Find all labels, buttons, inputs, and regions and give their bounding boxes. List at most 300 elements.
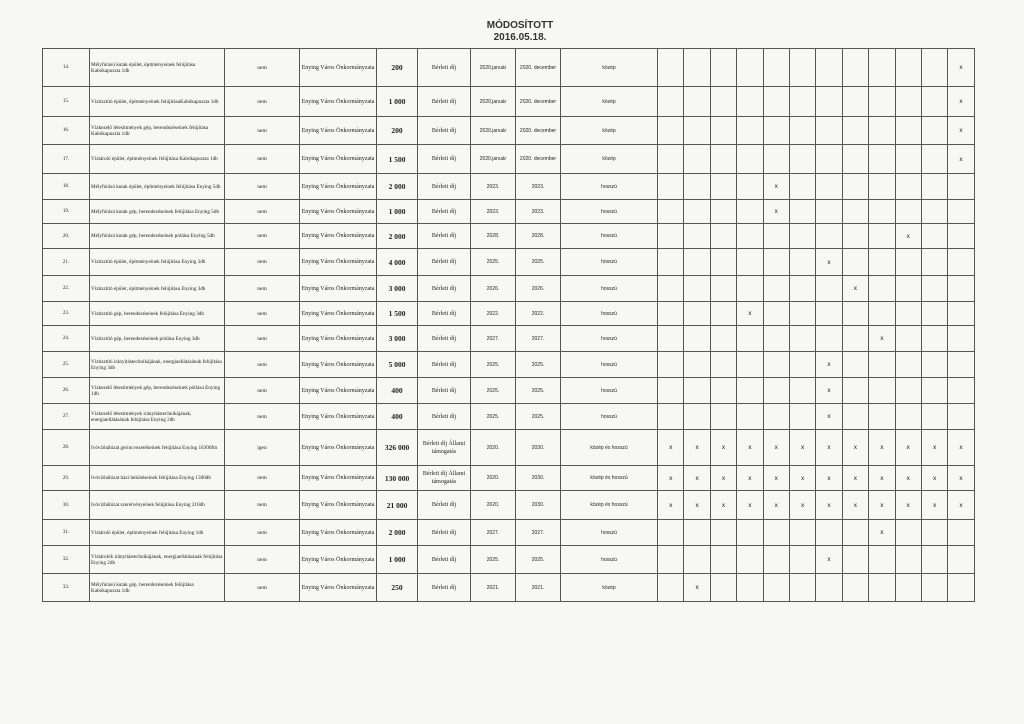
year-mark-cell: x: [921, 430, 947, 466]
row-description: Ivóvízhálózat házi bekötéseinek felújítása Enying 1300db: [90, 466, 225, 491]
table-row: [43, 249, 975, 276]
row-start: 2023.: [471, 200, 516, 224]
year-mark-cell: x: [948, 145, 974, 174]
year-mark-cell: [948, 378, 974, 404]
row-start: 2020.: [471, 430, 516, 466]
year-mark-cell: [684, 546, 710, 574]
row-amount: 130 000: [377, 466, 418, 491]
year-mark-cell: [895, 145, 921, 174]
row-end: 2020. december: [516, 145, 561, 174]
row-flag: nem: [225, 249, 300, 276]
year-mark-cell: x: [737, 430, 763, 466]
row-start: 2020.január: [471, 145, 516, 174]
row-owner: Enying Város Önkormányzata: [300, 224, 377, 249]
table-row: [43, 145, 975, 174]
table-row: [43, 378, 975, 404]
table-row: [43, 466, 975, 491]
year-mark-cell: [948, 174, 974, 200]
row-number: 15.: [43, 87, 90, 117]
year-mark-cell: [710, 326, 736, 352]
row-amount: 3 000: [377, 326, 418, 352]
year-mark-cell: [684, 117, 710, 145]
year-mark-cell: [737, 546, 763, 574]
year-mark-cell: [763, 87, 789, 117]
row-description: Vízkezelő létesítmények gép, berendezéseinek felújítása Kabókapuszta 1db: [90, 117, 225, 145]
year-mark-cell: x: [710, 466, 736, 491]
row-number: 24.: [43, 326, 90, 352]
year-mark-cell: [789, 520, 815, 546]
year-mark-cell: [895, 200, 921, 224]
year-mark-cell: x: [789, 466, 815, 491]
row-end: 2027.: [516, 520, 561, 546]
table-row: [43, 276, 975, 302]
year-mark-cell: [895, 546, 921, 574]
year-mark-cell: [737, 520, 763, 546]
row-flag: nem: [225, 174, 300, 200]
year-mark-cell: [684, 520, 710, 546]
year-mark-cell: [921, 49, 947, 87]
year-mark-cell: [710, 378, 736, 404]
row-amount: 3 000: [377, 276, 418, 302]
year-mark-cell: x: [789, 491, 815, 520]
row-term: hosszú: [561, 404, 658, 430]
row-term: hosszú: [561, 352, 658, 378]
row-end: 2025.: [516, 249, 561, 276]
year-mark-cell: [948, 200, 974, 224]
year-mark-cell: [763, 117, 789, 145]
year-mark-cell: x: [895, 466, 921, 491]
row-funding-type: Bérleti díj Állami támogatás: [418, 430, 471, 466]
year-mark-cell: [710, 87, 736, 117]
year-mark-cell: [789, 352, 815, 378]
year-mark-cell: [842, 145, 868, 174]
row-number: 32.: [43, 546, 90, 574]
row-funding-type: Bérleti díj: [418, 491, 471, 520]
row-amount: 2 000: [377, 520, 418, 546]
row-term: közép: [561, 145, 658, 174]
year-mark-cell: [842, 378, 868, 404]
row-owner: Enying Város Önkormányzata: [300, 326, 377, 352]
row-number: 14.: [43, 49, 90, 87]
year-mark-cell: [658, 352, 684, 378]
row-funding-type: Bérleti díj: [418, 378, 471, 404]
modified-date: 2016.05.18.: [493, 32, 547, 43]
row-amount: 1 500: [377, 302, 418, 326]
year-mark-cell: x: [842, 466, 868, 491]
year-mark-cell: x: [789, 430, 815, 466]
year-mark-cell: [895, 87, 921, 117]
year-mark-cell: [684, 200, 710, 224]
row-description: Víztisztító épület, építményeinek felújítása Enying 3db: [90, 249, 225, 276]
year-mark-cell: [816, 87, 842, 117]
year-mark-cell: [763, 145, 789, 174]
year-mark-cell: [921, 326, 947, 352]
year-mark-cell: [789, 302, 815, 326]
year-mark-cell: x: [816, 466, 842, 491]
row-end: 2025.: [516, 378, 561, 404]
row-flag: nem: [225, 87, 300, 117]
year-mark-cell: [789, 49, 815, 87]
row-owner: Enying Város Önkormányzata: [300, 174, 377, 200]
row-flag: nem: [225, 466, 300, 491]
year-mark-cell: [842, 352, 868, 378]
year-mark-cell: [658, 117, 684, 145]
year-mark-cell: [763, 224, 789, 249]
year-mark-cell: [658, 326, 684, 352]
row-number: 30.: [43, 491, 90, 520]
row-number: 25.: [43, 352, 90, 378]
year-mark-cell: [710, 574, 736, 602]
row-term: közép: [561, 87, 658, 117]
year-mark-cell: [816, 49, 842, 87]
year-mark-cell: x: [658, 430, 684, 466]
year-mark-cell: [737, 117, 763, 145]
year-mark-cell: x: [684, 574, 710, 602]
row-flag: nem: [225, 491, 300, 520]
year-mark-cell: [789, 574, 815, 602]
row-flag: nem: [225, 520, 300, 546]
row-flag: nem: [225, 276, 300, 302]
year-mark-cell: [789, 249, 815, 276]
year-mark-cell: [948, 326, 974, 352]
row-funding-type: Bérleti díj: [418, 546, 471, 574]
row-amount: 326 000: [377, 430, 418, 466]
row-flag: nem: [225, 117, 300, 145]
year-mark-cell: [789, 404, 815, 430]
row-description: Mélyfúrású kutak gép, berendezéseinek felújítása Kabókapuszta 1db: [90, 574, 225, 602]
year-mark-cell: x: [763, 430, 789, 466]
year-mark-cell: [869, 352, 895, 378]
year-mark-cell: [737, 404, 763, 430]
year-mark-cell: [921, 352, 947, 378]
year-mark-cell: x: [895, 491, 921, 520]
row-end: 2026.: [516, 276, 561, 302]
year-mark-cell: x: [658, 491, 684, 520]
row-start: 2025.: [471, 404, 516, 430]
row-end: 2020. december: [516, 117, 561, 145]
year-mark-cell: x: [816, 430, 842, 466]
row-number: 22.: [43, 276, 90, 302]
row-amount: 1 000: [377, 546, 418, 574]
row-flag: nem: [225, 224, 300, 249]
year-mark-cell: [921, 224, 947, 249]
year-mark-cell: [684, 224, 710, 249]
row-end: 2020. december: [516, 49, 561, 87]
year-mark-cell: [842, 520, 868, 546]
year-mark-cell: [895, 249, 921, 276]
row-number: 27.: [43, 404, 90, 430]
row-owner: Enying Város Önkormányzata: [300, 49, 377, 87]
year-mark-cell: [816, 117, 842, 145]
year-mark-cell: [921, 574, 947, 602]
year-mark-cell: [895, 404, 921, 430]
year-mark-cell: x: [658, 466, 684, 491]
year-mark-cell: [684, 49, 710, 87]
row-description: Víztisztító gép, berendezéseinek pótlása Enying 3db: [90, 326, 225, 352]
row-amount: 21 000: [377, 491, 418, 520]
year-mark-cell: x: [684, 491, 710, 520]
year-mark-cell: [895, 49, 921, 87]
year-mark-cell: [842, 326, 868, 352]
year-mark-cell: [921, 145, 947, 174]
row-number: 19.: [43, 200, 90, 224]
year-mark-cell: [816, 200, 842, 224]
year-mark-cell: [658, 378, 684, 404]
row-owner: Enying Város Önkormányzata: [300, 249, 377, 276]
year-mark-cell: [789, 87, 815, 117]
row-flag: nem: [225, 302, 300, 326]
year-mark-cell: [869, 574, 895, 602]
year-mark-cell: [895, 117, 921, 145]
year-mark-cell: [869, 117, 895, 145]
table-row: [43, 574, 975, 602]
year-mark-cell: [816, 302, 842, 326]
year-mark-cell: x: [763, 466, 789, 491]
year-mark-cell: x: [948, 49, 974, 87]
year-mark-cell: x: [737, 466, 763, 491]
year-mark-cell: x: [684, 430, 710, 466]
year-mark-cell: [658, 174, 684, 200]
year-mark-cell: x: [737, 491, 763, 520]
row-term: hosszú: [561, 520, 658, 546]
row-funding-type: Bérleti díj: [418, 145, 471, 174]
row-owner: Enying Város Önkormányzata: [300, 430, 377, 466]
year-mark-cell: [658, 276, 684, 302]
year-mark-cell: x: [895, 430, 921, 466]
row-term: közép: [561, 117, 658, 145]
year-mark-cell: [684, 326, 710, 352]
row-term: közép: [561, 574, 658, 602]
row-number: 17.: [43, 145, 90, 174]
year-mark-cell: x: [948, 491, 974, 520]
year-mark-cell: x: [869, 520, 895, 546]
row-end: 2030.: [516, 466, 561, 491]
year-mark-cell: [789, 200, 815, 224]
year-mark-cell: [789, 117, 815, 145]
row-description: Víztisztító gép, berendezéseinek felújítása Enying 3db: [90, 302, 225, 326]
row-description: Víztisztító épület, építményeinek felújítása Enying 3db: [90, 276, 225, 302]
row-funding-type: Bérleti díj: [418, 249, 471, 276]
year-mark-cell: [737, 276, 763, 302]
table-row: [43, 326, 975, 352]
year-mark-cell: [737, 326, 763, 352]
year-mark-cell: [763, 574, 789, 602]
row-amount: 250: [377, 574, 418, 602]
year-mark-cell: [684, 404, 710, 430]
year-mark-cell: [921, 117, 947, 145]
year-mark-cell: [869, 546, 895, 574]
row-funding-type: Bérleti díj Állami támogatás: [418, 466, 471, 491]
year-mark-cell: [684, 249, 710, 276]
year-mark-cell: [737, 224, 763, 249]
year-mark-cell: [658, 546, 684, 574]
year-mark-cell: [842, 117, 868, 145]
year-mark-cell: [869, 224, 895, 249]
row-owner: Enying Város Önkormányzata: [300, 200, 377, 224]
row-funding-type: Bérleti díj: [418, 49, 471, 87]
year-mark-cell: x: [921, 466, 947, 491]
row-amount: 1 500: [377, 145, 418, 174]
year-mark-cell: x: [816, 378, 842, 404]
year-mark-cell: [816, 276, 842, 302]
row-flag: nem: [225, 49, 300, 87]
row-funding-type: Bérleti díj: [418, 574, 471, 602]
year-mark-cell: [763, 520, 789, 546]
year-mark-cell: [816, 326, 842, 352]
row-owner: Enying Város Önkormányzata: [300, 352, 377, 378]
row-term: hosszú: [561, 224, 658, 249]
row-number: 33.: [43, 574, 90, 602]
year-mark-cell: [737, 174, 763, 200]
row-funding-type: Bérleti díj: [418, 404, 471, 430]
row-owner: Enying Város Önkormányzata: [300, 520, 377, 546]
row-amount: 400: [377, 378, 418, 404]
year-mark-cell: [869, 49, 895, 87]
row-flag: nem: [225, 326, 300, 352]
row-start: 2020.január: [471, 49, 516, 87]
year-mark-cell: [789, 546, 815, 574]
row-term: közép: [561, 49, 658, 87]
year-mark-cell: [816, 520, 842, 546]
year-mark-cell: [921, 404, 947, 430]
year-mark-cell: [789, 145, 815, 174]
row-description: Víztárolók irányítástechnikájának, energiaellátásának felújítása Enying 2db: [90, 546, 225, 574]
row-flag: nem: [225, 378, 300, 404]
year-mark-cell: [763, 546, 789, 574]
year-mark-cell: [763, 326, 789, 352]
row-term: közép és hosszú: [561, 430, 658, 466]
row-term: közép és hosszú: [561, 491, 658, 520]
row-end: 2023.: [516, 200, 561, 224]
row-description: Vízkezelő létesítmények gép, berendezéseinek pótlása Enying 1db: [90, 378, 225, 404]
row-owner: Enying Város Önkormányzata: [300, 276, 377, 302]
row-funding-type: Bérleti díj: [418, 326, 471, 352]
year-mark-cell: x: [684, 466, 710, 491]
year-mark-cell: [789, 224, 815, 249]
year-mark-cell: [789, 378, 815, 404]
row-term: hosszú: [561, 326, 658, 352]
year-mark-cell: x: [921, 491, 947, 520]
row-funding-type: Bérleti díj: [418, 200, 471, 224]
row-term: hosszú: [561, 249, 658, 276]
table-row: [43, 200, 975, 224]
year-mark-cell: x: [763, 200, 789, 224]
year-mark-cell: [658, 200, 684, 224]
year-mark-cell: [921, 249, 947, 276]
table-row: [43, 224, 975, 249]
row-start: 2025.: [471, 352, 516, 378]
modified-label: MÓDOSÍTOTT: [486, 20, 554, 31]
year-mark-cell: [684, 145, 710, 174]
row-amount: 1 000: [377, 200, 418, 224]
year-mark-cell: [789, 174, 815, 200]
row-term: hosszú: [561, 276, 658, 302]
year-mark-cell: x: [816, 546, 842, 574]
row-term: hosszú: [561, 200, 658, 224]
row-owner: Enying Város Önkormányzata: [300, 117, 377, 145]
row-start: 2020.január: [471, 87, 516, 117]
row-number: 16.: [43, 117, 90, 145]
row-start: 2021.: [471, 574, 516, 602]
row-term: hosszú: [561, 378, 658, 404]
year-mark-cell: [842, 404, 868, 430]
year-mark-cell: [710, 249, 736, 276]
row-funding-type: Bérleti díj: [418, 276, 471, 302]
year-mark-cell: [710, 546, 736, 574]
row-number: 20.: [43, 224, 90, 249]
row-owner: Enying Város Önkormányzata: [300, 404, 377, 430]
year-mark-cell: [710, 200, 736, 224]
year-mark-cell: x: [816, 491, 842, 520]
year-mark-cell: [763, 49, 789, 87]
table-row: [43, 87, 975, 117]
year-mark-cell: [921, 546, 947, 574]
year-mark-cell: [658, 574, 684, 602]
row-flag: nem: [225, 404, 300, 430]
year-mark-cell: [842, 49, 868, 87]
year-mark-cell: x: [737, 302, 763, 326]
year-mark-cell: [842, 302, 868, 326]
row-owner: Enying Város Önkormányzata: [300, 145, 377, 174]
row-description: Mélyfúrású kutak gép, berendezéseinek felújítása Enying 5db: [90, 200, 225, 224]
row-term: hosszú: [561, 302, 658, 326]
year-mark-cell: [763, 352, 789, 378]
table-row: [43, 520, 975, 546]
year-mark-cell: [816, 574, 842, 602]
year-mark-cell: [842, 574, 868, 602]
year-mark-cell: x: [842, 276, 868, 302]
year-mark-cell: [658, 520, 684, 546]
table-row: [43, 546, 975, 574]
year-mark-cell: x: [869, 430, 895, 466]
row-amount: 2 000: [377, 174, 418, 200]
row-start: 2020.: [471, 491, 516, 520]
year-mark-cell: [921, 378, 947, 404]
row-start: 2027.: [471, 520, 516, 546]
row-funding-type: Bérleti díj: [418, 117, 471, 145]
year-mark-cell: [921, 87, 947, 117]
row-start: 2025.: [471, 249, 516, 276]
year-mark-cell: [789, 326, 815, 352]
year-mark-cell: [948, 224, 974, 249]
table-row: [43, 49, 975, 87]
row-description: Ivóvízhálózat gerincvezetékeinek felújítása Enying 16300fm: [90, 430, 225, 466]
table-row: [43, 117, 975, 145]
year-mark-cell: [710, 404, 736, 430]
year-mark-cell: [921, 302, 947, 326]
row-end: 2030.: [516, 430, 561, 466]
year-mark-cell: x: [869, 466, 895, 491]
row-description: Víztisztító irányítástechnikájának, energiaellátásának felújítása Enying 3db: [90, 352, 225, 378]
year-mark-cell: [658, 302, 684, 326]
year-mark-cell: [842, 87, 868, 117]
row-amount: 200: [377, 49, 418, 87]
year-mark-cell: [763, 276, 789, 302]
row-description: Mélyfúrású kutak épület, építményeinek felújítása Enying 5db: [90, 174, 225, 200]
year-mark-cell: [816, 174, 842, 200]
year-mark-cell: x: [842, 430, 868, 466]
year-mark-cell: x: [869, 326, 895, 352]
row-end: 2023.: [516, 174, 561, 200]
row-end: 2028.: [516, 224, 561, 249]
year-mark-cell: x: [710, 430, 736, 466]
row-number: 29.: [43, 466, 90, 491]
year-mark-cell: [763, 302, 789, 326]
row-number: 31.: [43, 520, 90, 546]
row-end: 2020. december: [516, 87, 561, 117]
year-mark-cell: [948, 276, 974, 302]
page-title: [420, 20, 620, 44]
